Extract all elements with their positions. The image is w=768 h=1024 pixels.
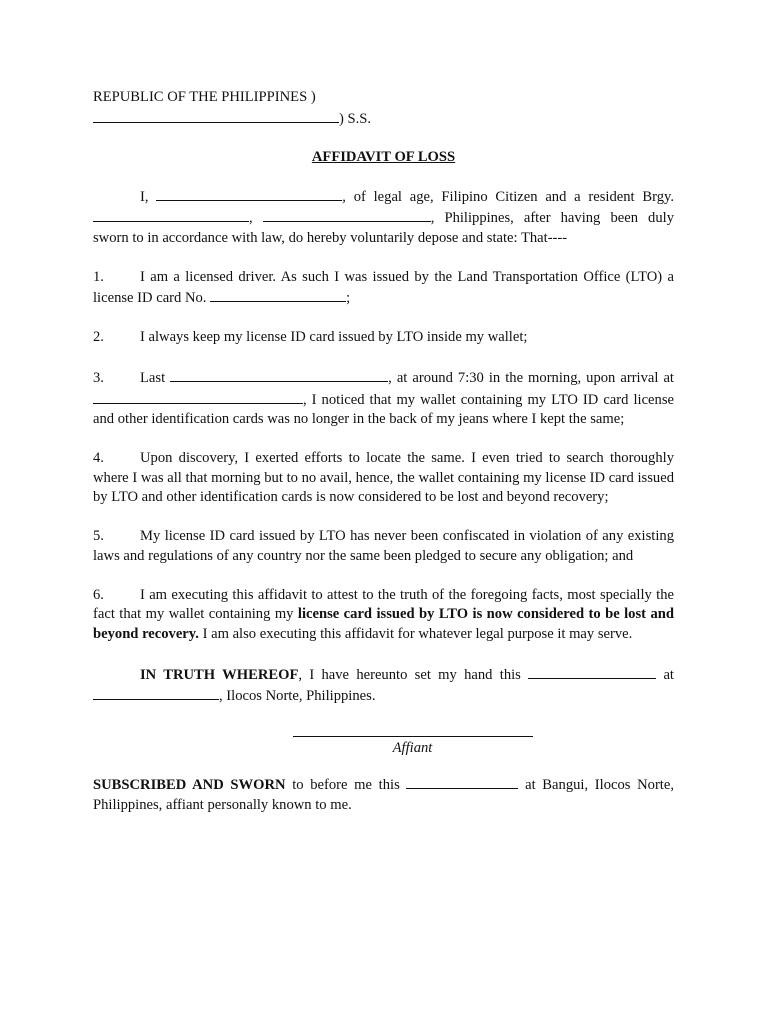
signature-line: [293, 726, 533, 737]
intro-i: I,: [140, 188, 149, 205]
item-3: [93, 367, 674, 430]
item-6-bold: license card issued by LTO is now considered to be lost and beyond recovery.: [93, 606, 674, 642]
item-5-text: My license ID card issued by LTO has never been confiscated in violation of any existing laws and regulations of any country nor the same been pledged to secure any obligation; and: [93, 528, 674, 564]
item-4-text: Upon discovery, I exerted efforts to locate the same. I even tried to search thoroughly where I was all that morning but to no avail, hence, the wallet containing my license ID card issued by LTO and other identification cards is now considered to be lost and beyond recovery;: [93, 450, 674, 505]
jurat-date-blank: [406, 774, 518, 789]
intro-comma: ,: [249, 210, 253, 226]
license-number-blank: [210, 287, 346, 302]
municipality-blank: [263, 207, 431, 222]
barangay-blank: [93, 207, 249, 222]
signature-block: [93, 726, 674, 759]
document-title: AFFIDAVIT OF LOSS: [311, 149, 456, 165]
venue-blank: [93, 108, 339, 123]
affiant-label: Affiant: [392, 739, 433, 756]
truth-end: , Ilocos Norte, Philippines.: [219, 688, 376, 704]
item-3-number: 3.: [93, 370, 104, 386]
intro-paragraph: [93, 186, 674, 249]
venue-ss: [93, 108, 674, 130]
item-1-text: I am a licensed driver. As such I was issued by the Land Transportation Office (LTO) a license ID card No.: [93, 268, 674, 306]
republic-text: REPUBLIC OF THE PHILIPPINES ): [93, 89, 316, 105]
truth-at: at: [663, 666, 674, 683]
item-6-text-a: I am executing this affidavit to attest to the truth of the foregoing facts, most specially the fact that my wallet containing my: [93, 586, 674, 622]
item-1-number: 1.: [93, 268, 104, 285]
name-blank: [156, 186, 342, 201]
truth-whereof: [93, 664, 674, 707]
item-4-number: 4.: [93, 450, 104, 466]
item-3-end: , I noticed that my wallet containing my LTO ID card license and other identification cards was no longer in the back of my jeans where I kept the same;: [93, 391, 674, 427]
item-4: [93, 449, 674, 508]
date-lost-blank: [170, 367, 388, 382]
item-3-last: Last: [140, 370, 166, 386]
jurat: [93, 774, 674, 815]
intro-rest: been duly sworn to in accordance with law, do hereby voluntarily depose and state: That----: [93, 210, 674, 246]
item-6-number: 6.: [93, 586, 104, 603]
item-6: [93, 586, 674, 645]
affidavit-document: [93, 88, 674, 815]
item-6-text-c: I am also executing this affidavit for whatever legal purpose it may serve.: [202, 625, 633, 642]
item-5-number: 5.: [93, 528, 104, 544]
item-2: [93, 328, 674, 348]
intro-after-place: , Philippines, after having: [430, 210, 601, 226]
ss-text: ) S.S.: [339, 110, 372, 127]
jurat-bold: SUBSCRIBED AND SWORN: [93, 777, 286, 793]
item-2-text: I always keep my license ID card issued by LTO inside my wallet;: [140, 329, 528, 345]
execution-place-blank: [93, 685, 219, 700]
item-1: [93, 268, 674, 309]
item-5: [93, 527, 674, 566]
intro-after-name: , of legal age, Filipino Citizen and a resident: [342, 188, 635, 205]
item-1-end: ;: [346, 290, 351, 306]
truth-bold: IN TRUTH WHEREOF: [140, 666, 299, 683]
truth-text: , I have hereunto set my hand this: [298, 666, 521, 683]
venue-republic: [93, 88, 674, 108]
intro-brgy: Brgy.: [642, 188, 674, 205]
jurat-text-b: at Bangui, Ilocos Norte, Philippines, affiant personally known to me.: [93, 777, 674, 813]
item-3-middle: , at around 7:30 in the morning, upon arrival at: [388, 370, 674, 386]
execution-date-blank: [528, 664, 656, 679]
place-arrival-blank: [93, 389, 303, 404]
item-2-number: 2.: [93, 329, 104, 345]
jurat-text-a: to before me this: [292, 777, 400, 793]
